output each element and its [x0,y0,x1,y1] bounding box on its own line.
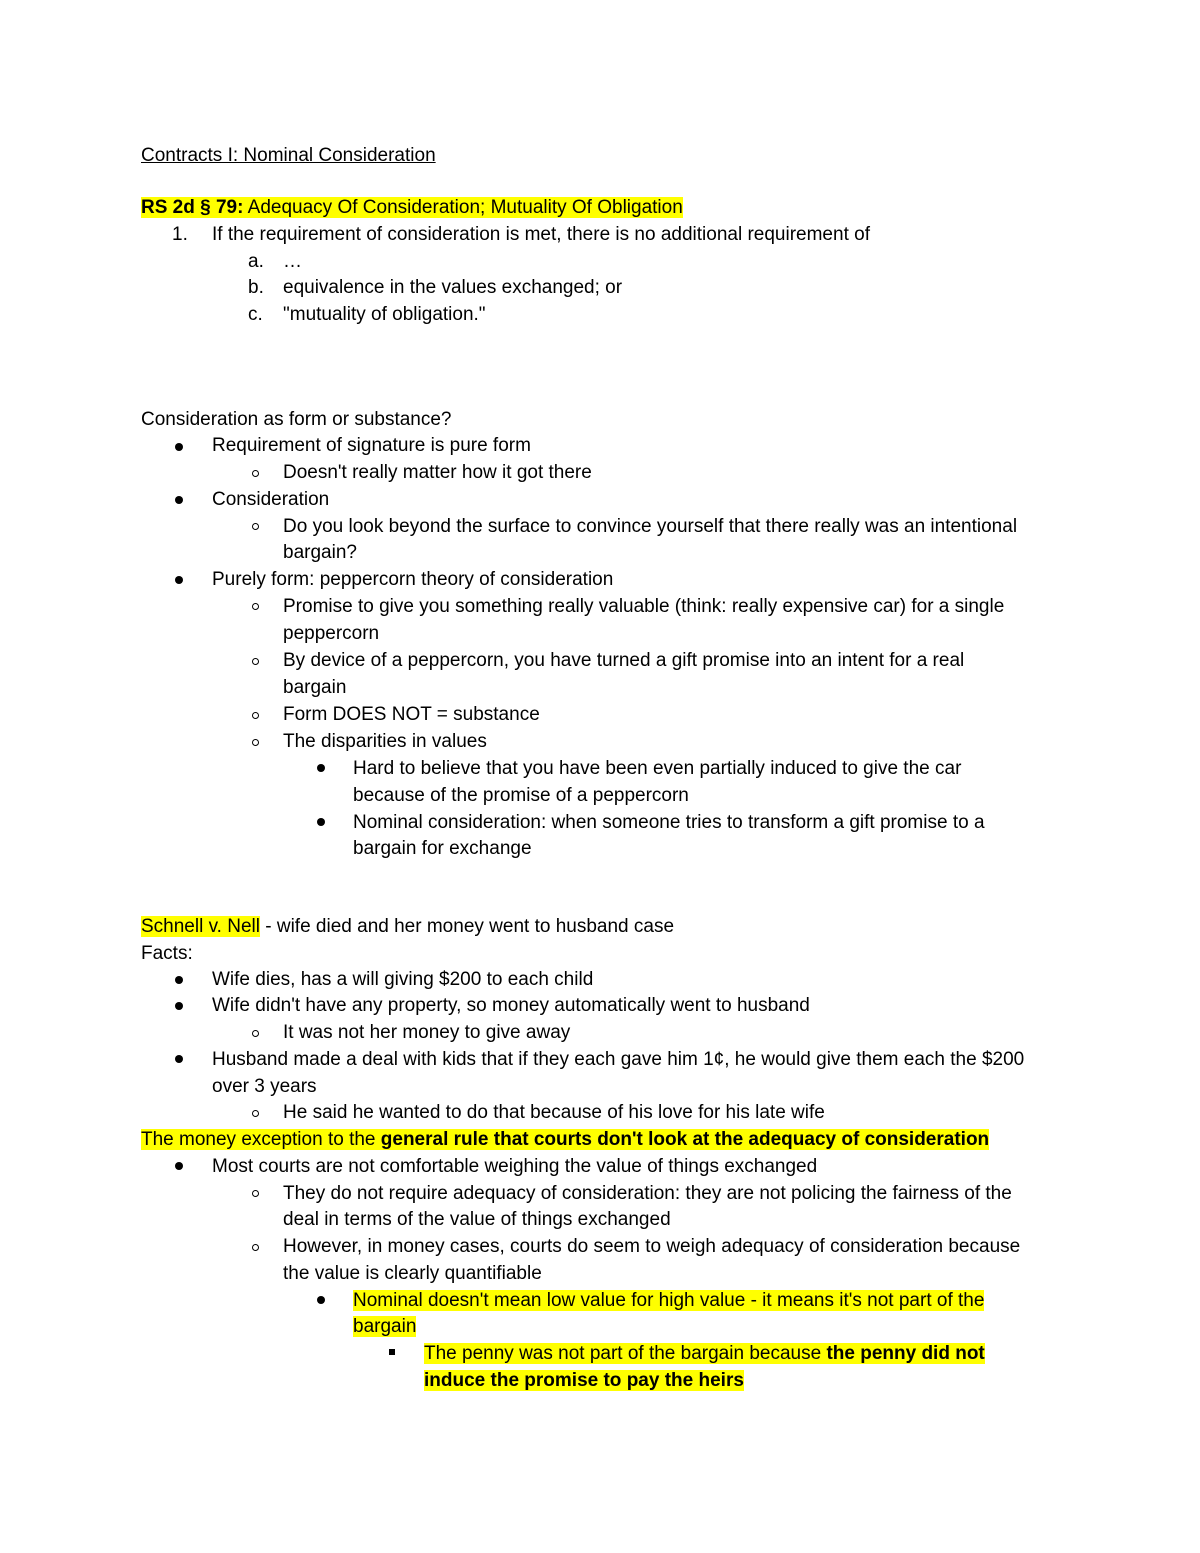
highlighted-text: bargain [353,1316,417,1337]
list-item: It was not her money to give away [283,1022,571,1043]
bullet-dot-icon [317,1296,325,1304]
bullet-circle-icon [252,603,259,610]
list-marker: c. [248,304,263,325]
highlighted-text: Nominal doesn't mean low value for high value - it means it's not part of the [353,1290,985,1311]
list-item-continued: over 3 years [212,1076,317,1097]
list-item: They do not require adequacy of consideration: they are not policing the fairness of the [283,1183,1012,1204]
bullet-circle-icon [252,1030,259,1037]
bullet-dot-icon [175,976,183,984]
bullet-circle-icon [252,712,259,719]
list-item [424,1341,985,1367]
list-item: Most courts are not comfortable weighing the value of things exchanged [212,1156,818,1177]
case-description: - wife died and her money went to husband case [259,916,675,937]
bullet-dot-icon [317,818,325,826]
bullet-circle-icon [252,1190,259,1197]
highlighted-text [424,1343,985,1364]
list-item-continued: deal in terms of the value of things exchanged [283,1209,671,1230]
bullet-dot-icon [317,764,325,772]
bullet-circle-icon [252,1110,259,1117]
list-item: Nominal consideration: when someone tries to transform a gift promise to a [353,812,985,833]
exception-heading-bold: general rule that courts don't look at the adequacy of consideration [380,1129,990,1150]
list-item: He said he wanted to do that because of his love for his late wife [283,1102,825,1123]
rs-heading-highlight [141,197,683,218]
bullet-dot-icon [175,1162,183,1170]
highlighted-plain: The penny was not part of the bargain because [424,1343,827,1364]
bullet-circle-icon [252,1244,259,1251]
exception-heading-plain: The money exception to the [141,1129,381,1150]
bullet-dot-icon [175,1055,183,1063]
list-item [353,1288,984,1314]
facts-label: Facts: [141,943,193,964]
exception-heading [141,1127,989,1153]
list-item: By device of a peppercorn, you have turned a gift promise into an intent for a real [283,650,965,671]
list-item-continued [353,1314,416,1340]
highlighted-bold: the penny did not [826,1343,985,1364]
list-item: Promise to give you something really valuable (think: really expensive car) for a single [283,596,1005,617]
bullet-square-icon [389,1349,395,1355]
list-marker: a. [248,251,264,272]
list-item: Form DOES NOT = substance [283,704,540,725]
list-item-continued: bargain? [283,542,357,563]
rs-item-1: If the requirement of consideration is met, there is no additional requirement of [212,224,870,245]
list-item: Hard to believe that you have been even partially induced to give the car [353,758,962,779]
list-item: The disparities in values [283,731,487,752]
bullet-circle-icon [252,523,259,530]
rs-heading [141,195,683,221]
rs-sub-item-c: "mutuality of obligation." [283,304,486,325]
rs-sub-item-a: … [283,251,302,272]
list-item: Wife didn't have any property, so money automatically went to husband [212,995,810,1016]
bullet-dot-icon [175,1002,183,1010]
list-item-continued: bargain for exchange [353,838,532,859]
list-item: Do you look beyond the surface to convince yourself that there really was an intentional [283,516,1018,537]
list-item-continued: because of the promise of a peppercorn [353,785,689,806]
list-item: Consideration [212,489,330,510]
list-item: Doesn't really matter how it got there [283,462,592,483]
form-heading: Consideration as form or substance? [141,409,452,430]
list-item: Husband made a deal with kids that if they each gave him 1¢, he would give them each the $200 [212,1049,1025,1070]
bullet-dot-icon [175,443,183,451]
exception-heading-highlight [141,1129,989,1150]
rs-heading-bold: RS 2d § 79: [141,197,244,218]
rs-heading-rest: Adequacy Of Consideration; Mutuality Of Obligation [243,197,683,218]
highlighted-bold: induce the promise to pay the heirs [424,1370,744,1391]
list-item-continued [424,1368,744,1394]
list-item-continued: bargain [283,677,347,698]
case-name: Schnell v. Nell [141,916,260,937]
list-item: Purely form: peppercorn theory of consideration [212,569,614,590]
bullet-dot-icon [175,576,183,584]
list-marker: 1. [172,224,188,245]
document-title: Contracts I: Nominal Consideration [141,145,436,166]
list-item: Wife dies, has a will giving $200 to each child [212,969,594,990]
rs-sub-item-b: equivalence in the values exchanged; or [283,277,623,298]
case-heading [141,914,674,940]
list-item-continued: peppercorn [283,623,380,644]
list-item-continued: the value is clearly quantifiable [283,1263,542,1284]
bullet-circle-icon [252,658,259,665]
list-item: However, in money cases, courts do seem to weigh adequacy of consideration because [283,1236,1021,1257]
list-item: Requirement of signature is pure form [212,435,531,456]
bullet-dot-icon [175,496,183,504]
bullet-circle-icon [252,739,259,746]
list-marker: b. [248,277,264,298]
bullet-circle-icon [252,470,259,477]
